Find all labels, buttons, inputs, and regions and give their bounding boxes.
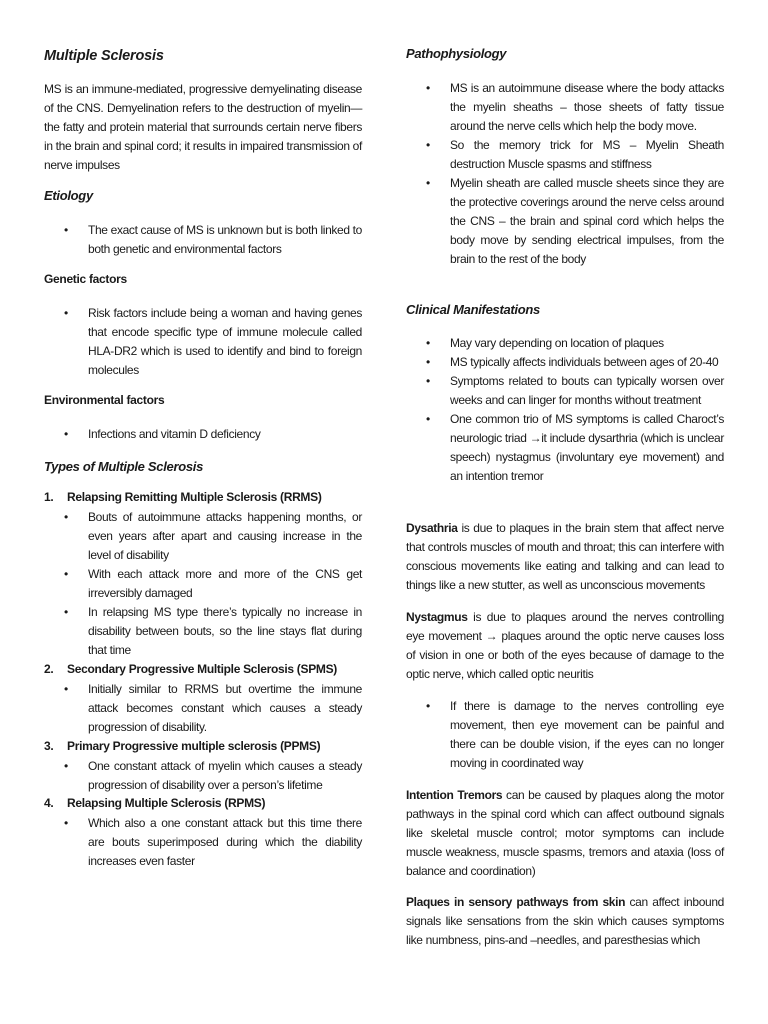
etiology-list (44, 221, 362, 259)
list-item: • May vary depending on location of plaques (406, 334, 724, 353)
sensory-plaques-term: Plaques in sensory pathways from skin (406, 895, 626, 909)
genetic-factors-list (44, 304, 362, 380)
list-item: • The exact cause of MS is unknown but is both linked to both genetic and environmental factors (44, 221, 362, 259)
pathophysiology-list (406, 79, 724, 269)
type-4-title: 4. Relapsing Multiple Sclerosis (RPMS) (44, 796, 266, 810)
intention-tremors-term: Intention Tremors (406, 788, 503, 802)
list-item: • Initially similar to RRMS but overtime the immune attack becomes constant which causes a steady progression of disability. (44, 680, 362, 737)
type-number: 4. (44, 796, 54, 810)
type-number: 1. (44, 490, 54, 504)
list-item: • One constant attack of myelin which causes a steady progression of disability over a person’s lifetime (44, 757, 362, 795)
list-item: • MS is an autoimmune disease where the body attacks the myelin sheaths – those sheets of fatty tissue around the nerve cells which help the body move. (406, 79, 724, 136)
sensory-plaques-paragraph: Plaques in sensory pathways from skin can affect inbound signals like sensations from the skin which causes symptoms like numbness, pins-and –needles, and paresthesias which (406, 895, 724, 947)
list-item: • With each attack more and more of the CNS get irreversibly damaged (44, 565, 362, 603)
list-item: • MS typically affects individuals between ages of 20-40 (406, 353, 724, 372)
list-item: • Which also a one constant attack but this time there are bouts superimposed during which the diability increases even faster (44, 814, 362, 871)
clinical-manifestations-heading: Clinical Manifestations (406, 302, 540, 317)
type-3-list (44, 757, 362, 795)
intention-tremors-paragraph: Intention Tremors can be caused by plaques along the motor pathways in the spinal cord which can affect outbound signals like skeletal muscle control; motor symptoms can include muscle weakness, muscle spasms, tremors and ataxia (loss of balance and coordination) (406, 788, 724, 878)
list-item: • In relapsing MS type there’s typically no increase in disability between bouts, so the line stays flat during that time (44, 603, 362, 660)
list-item: • Symptoms related to bouts can typically worsen over weeks and can linger for months without treatment (406, 372, 724, 410)
list-item: • One common trio of MS symptoms is called Charoct’s neurologic triad →it include dysarthria (which is unclear speech) nystagmus (involuntary eye movement) and an intention tremor (406, 410, 724, 486)
dysathria-term: Dysathria (406, 521, 458, 535)
list-item: • Infections and vitamin D deficiency (44, 425, 362, 444)
type-1-list (44, 508, 362, 660)
environmental-factors-list (44, 425, 362, 444)
type-2-title: 2. Secondary Progressive Multiple Sclerosis (SPMS) (44, 662, 337, 676)
type-number: 3. (44, 739, 54, 753)
type-1-title: 1. Relapsing Remitting Multiple Sclerosis (RRMS) (44, 490, 322, 504)
type-4-list (44, 814, 362, 871)
list-item: • Bouts of autoimmune attacks happening months, or even years after apart and causing increase in the level of disability (44, 508, 362, 565)
genetic-factors-heading: Genetic factors (44, 272, 127, 286)
intro-paragraph: MS is an immune-mediated, progressive demyelinating disease of the CNS. Demyelination refers to the destruction of myelin—the fatty and protein material that surrounds certain nerve fibers in the brain and spinal cord; it results in impaired transmission of nerve impulses (44, 82, 362, 172)
type-number: 2. (44, 662, 54, 676)
pathophysiology-heading: Pathophysiology (406, 46, 507, 61)
nystagmus-paragraph: Nystagmus is due to plaques around the nerves controlling eye movement → plaques around the optic nerve causes loss of vision in one or both of the eyes because of damage to the optic nerve, which called optic neuritis (406, 610, 724, 681)
etiology-heading: Etiology (44, 188, 93, 203)
list-item: • Risk factors include being a woman and having genes that encode specific type of immune molecule called HLA-DR2 which is used to identify and bind to foreign molecules (44, 304, 362, 380)
clinical-manifestations-list (406, 334, 724, 486)
list-item: • If there is damage to the nerves controlling eye movement, then eye movement can be painful and there can be double vision, if the eyes can no longer moving in coordinated way (406, 697, 724, 773)
types-heading: Types of Multiple Sclerosis (44, 459, 204, 474)
list-item: • Myelin sheath are called muscle sheets since they are the protective coverings around the nerve celss around the CNS – the brain and spinal cord which helps the body move by sending electrical impulses, from the brain to the rest of the body (406, 174, 724, 269)
dysathria-paragraph: Dysathria is due to plaques in the brain stem that affect nerve that controls muscles of mouth and throat; this can interfere with conscious movements like eating and talking and can lead to things like a new stutter, as well as unconscious movements (406, 521, 724, 592)
nystagmus-list (406, 697, 724, 773)
type-2-list (44, 680, 362, 737)
nystagmus-term: Nystagmus (406, 610, 468, 624)
page-title: Multiple Sclerosis (44, 48, 164, 64)
environmental-factors-heading: Environmental factors (44, 393, 165, 407)
list-item: • So the memory trick for MS – Myelin Sheath destruction Muscle spasms and stiffness (406, 136, 724, 174)
type-3-title: 3. Primary Progressive multiple sclerosis (PPMS) (44, 739, 321, 753)
